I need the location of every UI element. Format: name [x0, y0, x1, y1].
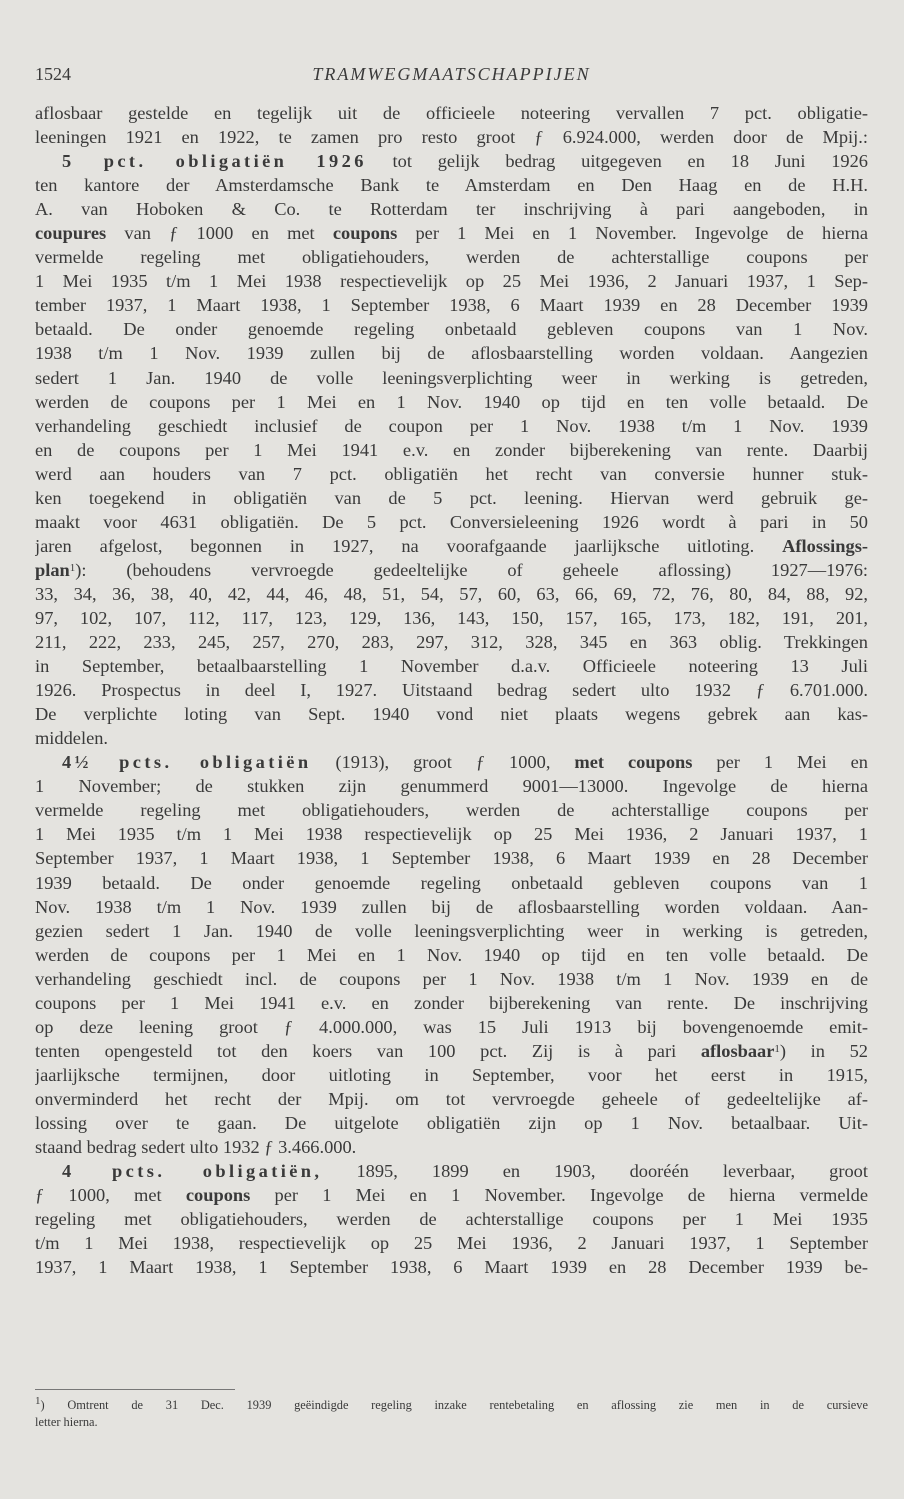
text-line: leeningen 1921 en 1922, te zamen pro resto groot ƒ 6.924.000, werden door de Mpij.: [35, 127, 868, 148]
bold-term: coupures [35, 223, 107, 244]
bold-term: plan [35, 559, 70, 580]
text-span: per 1 Mei en [692, 752, 868, 773]
footnote [35, 1397, 868, 1431]
text-line: 211, 222, 233, 245, 257, 270, 283, 297, 312, 328, 345 en 363 oblig. Trekkingen [35, 632, 868, 653]
bold-term: met coupons [574, 752, 693, 773]
footnote-marker: 1 [35, 1397, 41, 1407]
text-line [35, 1039, 868, 1063]
text-line: op deze leening groot ƒ 4.000.000, was 15 Juli 1913 bij bovengenoemde emit- [35, 1016, 868, 1037]
text-line: sedert 1 Jan. 1940 de volle leeningsverplichting weer in werking is getreden, [35, 367, 868, 388]
text-span: per 1 Mei en 1 November. Ingevolge de hierna vermelde [250, 1185, 868, 1206]
text-line: 1937, 1 Maart 1938, 1 September 1938, 6 Maart 1939 en 28 December 1939 be- [35, 1257, 868, 1278]
text-line: werden de coupons per 1 Mei en 1 Nov. 1940 op tijd en ten volle betaald. De [35, 944, 868, 965]
text-line: Nov. 1938 t/m 1 Nov. 1939 zullen bij de aflosbaarstelling worden voldaan. Aan- [35, 896, 868, 917]
text-line: middelen. [35, 728, 109, 749]
text-line [35, 1159, 868, 1183]
text-span: tot gelijk bedrag uitgegeven en 18 Juni 1926 [366, 151, 868, 172]
text-line: maakt voor 4631 obligatiën. De 5 pct. Conversieleening 1926 wordt à pari in 50 [35, 511, 868, 532]
text-line: werden de coupons per 1 Mei en 1 Nov. 1940 op tijd en ten volle betaald. De [35, 391, 868, 412]
text-line: staand bedrag sedert ulto 1932 ƒ 3.466.000. [35, 1137, 357, 1158]
text-line: September 1937, 1 Maart 1938, 1 September 1938, 6 Maart 1939 en 28 December [35, 848, 868, 869]
text-line: 1938 t/m 1 Nov. 1939 zullen bij de aflosbaarstelling worden voldaan. Aangezien [35, 343, 868, 364]
text-line: 33, 34, 36, 38, 40, 42, 44, 46, 48, 51, 54, 57, 60, 63, 66, 69, 72, 76, 80, 84, 88, 92, [35, 583, 868, 604]
text-line: 1 Mei 1935 t/m 1 Mei 1938 respectievelijk op 25 Mei 1936, 2 Januari 1937, 1 [35, 824, 868, 845]
text-span: ƒ 1000, met [35, 1185, 186, 1206]
text-line: regeling met obligatiehouders, werden de achterstallige coupons per 1 Mei 1935 [35, 1209, 868, 1230]
text-line: lossing over te gaan. De uitgelote obligatiën zijn op 1 Nov. betaalbaar. Uit- [35, 1112, 868, 1133]
text-span: (1913), groot ƒ 1000, [311, 752, 575, 773]
text-span: ): (behoudens vervroegde gedeeltelijke of geheele aflossing) 1927—1976: [75, 559, 868, 580]
page-header [35, 64, 868, 90]
footnote-ref: 1 [69, 561, 76, 574]
text-line: 1 Mei 1935 t/m 1 Mei 1938 respectievelijk op 25 Mei 1936, 2 Januari 1937, 1 Sep- [35, 271, 868, 292]
text-line: werd aan houders van 7 pct. obligatiën het recht van conversie hunner stuk- [35, 463, 868, 484]
text-line: 1939 betaald. De onder genoemde regeling onbetaald gebleven coupons van 1 [35, 872, 868, 893]
text-span: van ƒ 1000 en met [106, 223, 333, 244]
text-span: per 1 Mei en 1 November. Ingevolge de hierna [397, 223, 868, 244]
text-line: t/m 1 Mei 1938, respectievelijk op 25 Mei 1936, 2 Januari 1937, 1 September [35, 1233, 868, 1254]
running-title: TRAMWEGMAATSCHAPPIJEN [312, 64, 591, 84]
text-span: ) in 52 [779, 1040, 868, 1061]
footnote-ref: 1 [774, 1042, 780, 1055]
text-line: ken toegekend in obligatiën van de 5 pct. leening. Hiervan werd gebruik ge- [35, 487, 868, 508]
page-number: 1524 [35, 64, 71, 84]
text-line [35, 534, 868, 558]
text-line: verhandeling geschiedt inclusief de coupon per 1 Nov. 1938 t/m 1 Nov. 1939 [35, 415, 868, 436]
text-line: A. van Hoboken & Co. te Rotterdam ter inschrijving à pari aangeboden, in [35, 199, 868, 220]
text-line: 1 November; de stukken zijn genummerd 9001—13000. Ingevolge de hierna [35, 776, 868, 797]
text-line [35, 149, 868, 173]
text-span: ) Omtrent de 31 Dec. 1939 geëindigde regeling inzake rentebetaling en aflossing zie men in de cursieve [40, 1398, 868, 1412]
text-span: tenten opengesteld tot den koers van 100 pct. Zij is à pari [35, 1040, 701, 1061]
text-span: jaren afgelost, begonnen in 1927, na voorafgaande jaarlijksche uitloting. [35, 535, 783, 556]
bold-term: Aflossings- [782, 535, 868, 556]
bold-term: aflosbaar [700, 1040, 775, 1061]
bold-term: coupons [185, 1185, 251, 1206]
text-line: gezien sedert 1 Jan. 1940 de volle leeningsverplichting weer in werking is getreden, [35, 920, 868, 941]
text-line: verhandeling geschiedt incl. de coupons per 1 Nov. 1938 t/m 1 Nov. 1939 en de [35, 968, 868, 989]
bold-term: coupons [332, 223, 398, 244]
section-heading-4pct: 4 pcts. obligatiën, [62, 1161, 323, 1182]
text-line [35, 1183, 868, 1207]
text-line: 97, 102, 107, 112, 117, 123, 129, 136, 143, 150, 157, 165, 173, 182, 191, 201, [35, 607, 868, 628]
text-line: aflosbaar gestelde en tegelijk uit de officieele noteering vervallen 7 pct. obligatie- [35, 103, 868, 123]
section-heading-5pct: 5 pct. obligatiën 1926 [62, 151, 367, 172]
text-line: vermelde regeling met obligatiehouders, werden de achterstallige coupons per [35, 800, 868, 821]
text-span: 1895, 1899 en 1903, dooréén leverbaar, groot [322, 1161, 868, 1182]
text-line: De verplichte loting van Sept. 1940 vond niet plaats wegens gebrek aan kas- [35, 704, 868, 725]
text-line: 1926. Prospectus in deel I, 1927. Uitstaand bedrag sedert ulto 1932 ƒ 6.701.000. [35, 680, 868, 701]
text-line [35, 750, 868, 774]
text-line: in September, betaalbaarstelling 1 November d.a.v. Officieele noteering 13 Juli [35, 656, 868, 677]
text-line: tember 1937, 1 Maart 1938, 1 September 1938, 6 Maart 1939 en 28 December 1939 [35, 295, 868, 316]
text-line: en de coupons per 1 Mei 1941 e.v. en zonder bijberekening van rente. Daarbij [35, 439, 868, 460]
text-line [35, 558, 868, 582]
text-line: jaarlijksche termijnen, door uitloting in September, voor het eerst in 1915, [35, 1064, 868, 1085]
text-line: betaald. De onder genoemde regeling onbetaald gebleven coupons van 1 Nov. [35, 319, 868, 340]
text-line [35, 221, 868, 245]
footnote-line [35, 1397, 868, 1414]
footnote-divider [35, 1389, 235, 1390]
footnote-line: letter hierna. [35, 1415, 98, 1429]
text-line: coupons per 1 Mei 1941 e.v. en zonder bijberekening van rente. De inschrijving [35, 992, 868, 1013]
text-line: ten kantore der Amsterdamsche Bank te Amsterdam en Den Haag en de H.H. [35, 175, 868, 196]
text-line: vermelde regeling met obligatiehouders, werden de achterstallige coupons per [35, 247, 868, 268]
body-text [35, 101, 868, 1279]
text-line: onverminderd het recht der Mpij. om tot vervroegde geheele of gedeeltelijke af- [35, 1088, 868, 1109]
section-heading-4half-pct: 4½ pcts. obligatiën [62, 752, 312, 773]
